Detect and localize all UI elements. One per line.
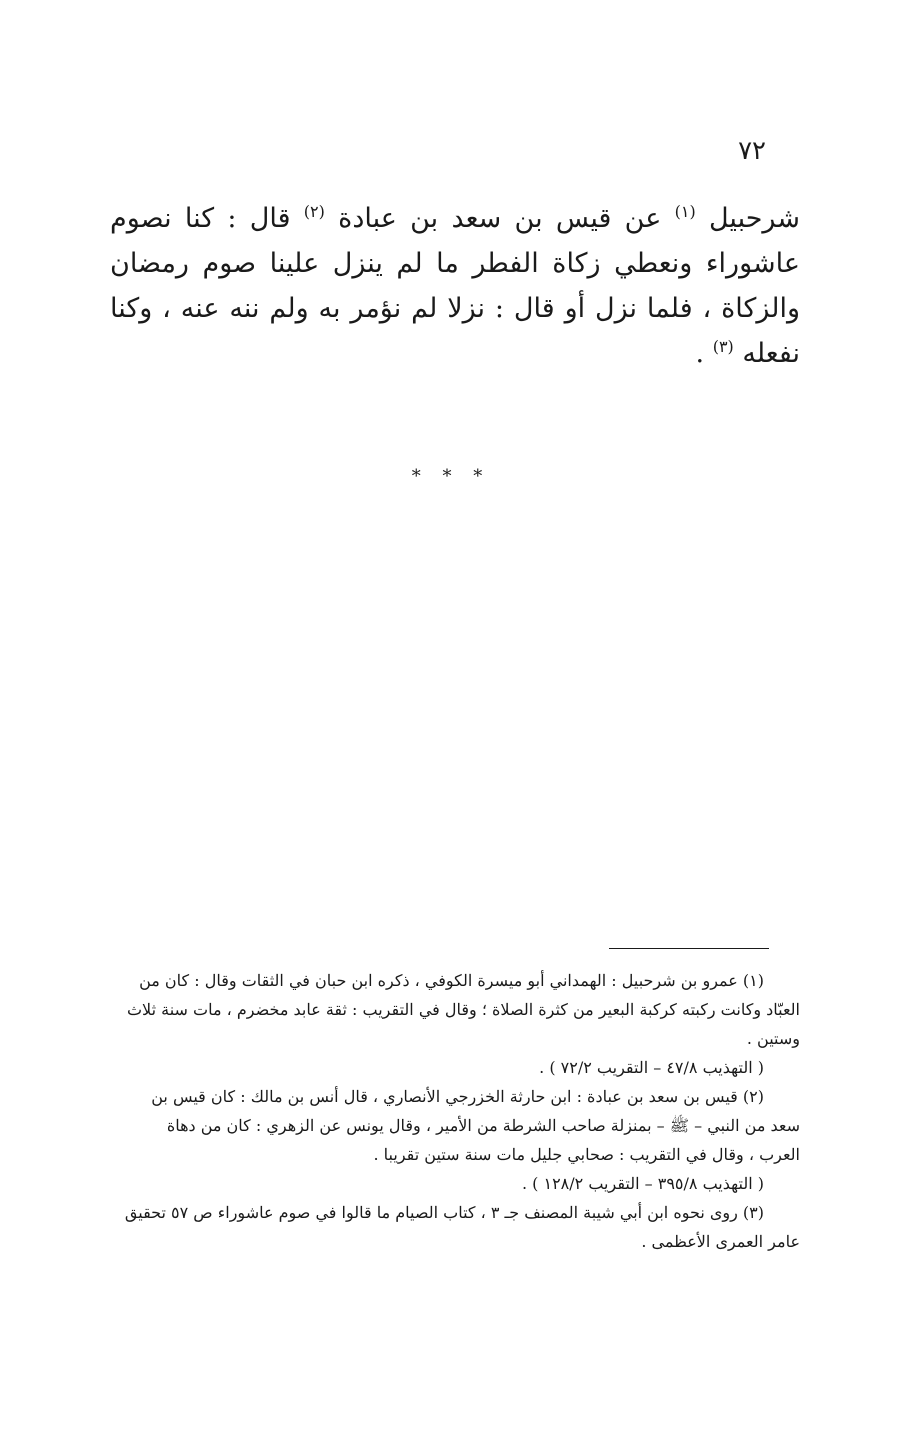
footnote-divider	[609, 948, 769, 949]
footnote-2-line-3: العرب ، وقال في التقريب : صحابي جليل مات سنة ستين تقريبا .	[373, 1145, 800, 1164]
main-text-end: .	[695, 338, 705, 369]
footnote-ref-3: (٣)	[712, 337, 734, 356]
footnote-ref-1: (١)	[674, 202, 696, 221]
footnote-1-line-3: وستين .	[746, 1029, 800, 1048]
main-paragraph	[110, 196, 800, 376]
page-number: ٧٢	[738, 136, 766, 166]
footnote-2-source: ( التهذيب ٣٩٥/٨ – التقريب ١٢٨/٢ ) .	[521, 1174, 764, 1193]
footnote-1-line-2: العبّاد وكانت ركبته كركبة البعير من كثرة الصلاة ؛ وقال في التقريب : ثقة عابد مخضرم ، مات سنة ثلاث	[126, 1000, 800, 1019]
footnote-3-line-1: (٣) روى نحوه ابن أبي شيبة المصنف جـ ٣ ، كتاب الصيام ما قالوا في صوم عاشوراء ص ٥٧ تحقيق	[124, 1203, 764, 1222]
footnote-1-source: ( التهذيب ٤٧/٨ – التقريب ٧٢/٢ ) .	[539, 1058, 764, 1077]
main-text-part3: قال : كنا نصوم عاشوراء ونعطي زكاة الفطر ما لم ينزل علينا صوم رمضان والزكاة ، فلما نزل أو قال : نزلا لم نؤمر به ولم ننه عنه ، وكنا نفعله	[110, 203, 800, 369]
section-separator: * * *	[411, 466, 491, 487]
main-text-part2: عن قيس بن سعد بن عبادة	[338, 203, 662, 234]
footnote-1-line-1: (١) عمرو بن شرحبيل : الهمداني أبو ميسرة الكوفي ، ذكره ابن حبان في الثقات وقال : كان من	[139, 971, 764, 990]
footnote-ref-2: (٢)	[303, 202, 325, 221]
footnotes-section	[110, 966, 800, 1256]
footnote-2-line-2: سعد من النبي – ﷺ – بمنزلة صاحب الشرطة من الأمير ، وقال يونس عن الزهري : كان من دهاة	[166, 1116, 800, 1135]
footnote-2-line-1: (٢) قيس بن سعد بن عبادة : ابن حارثة الخزرجي الأنصاري ، قال أنس بن مالك : كان قيس بن	[151, 1087, 764, 1106]
footnote-3-line-2: عامر العمرى الأعظمى .	[641, 1232, 800, 1251]
main-text-part1: شرحبيل	[708, 203, 800, 234]
